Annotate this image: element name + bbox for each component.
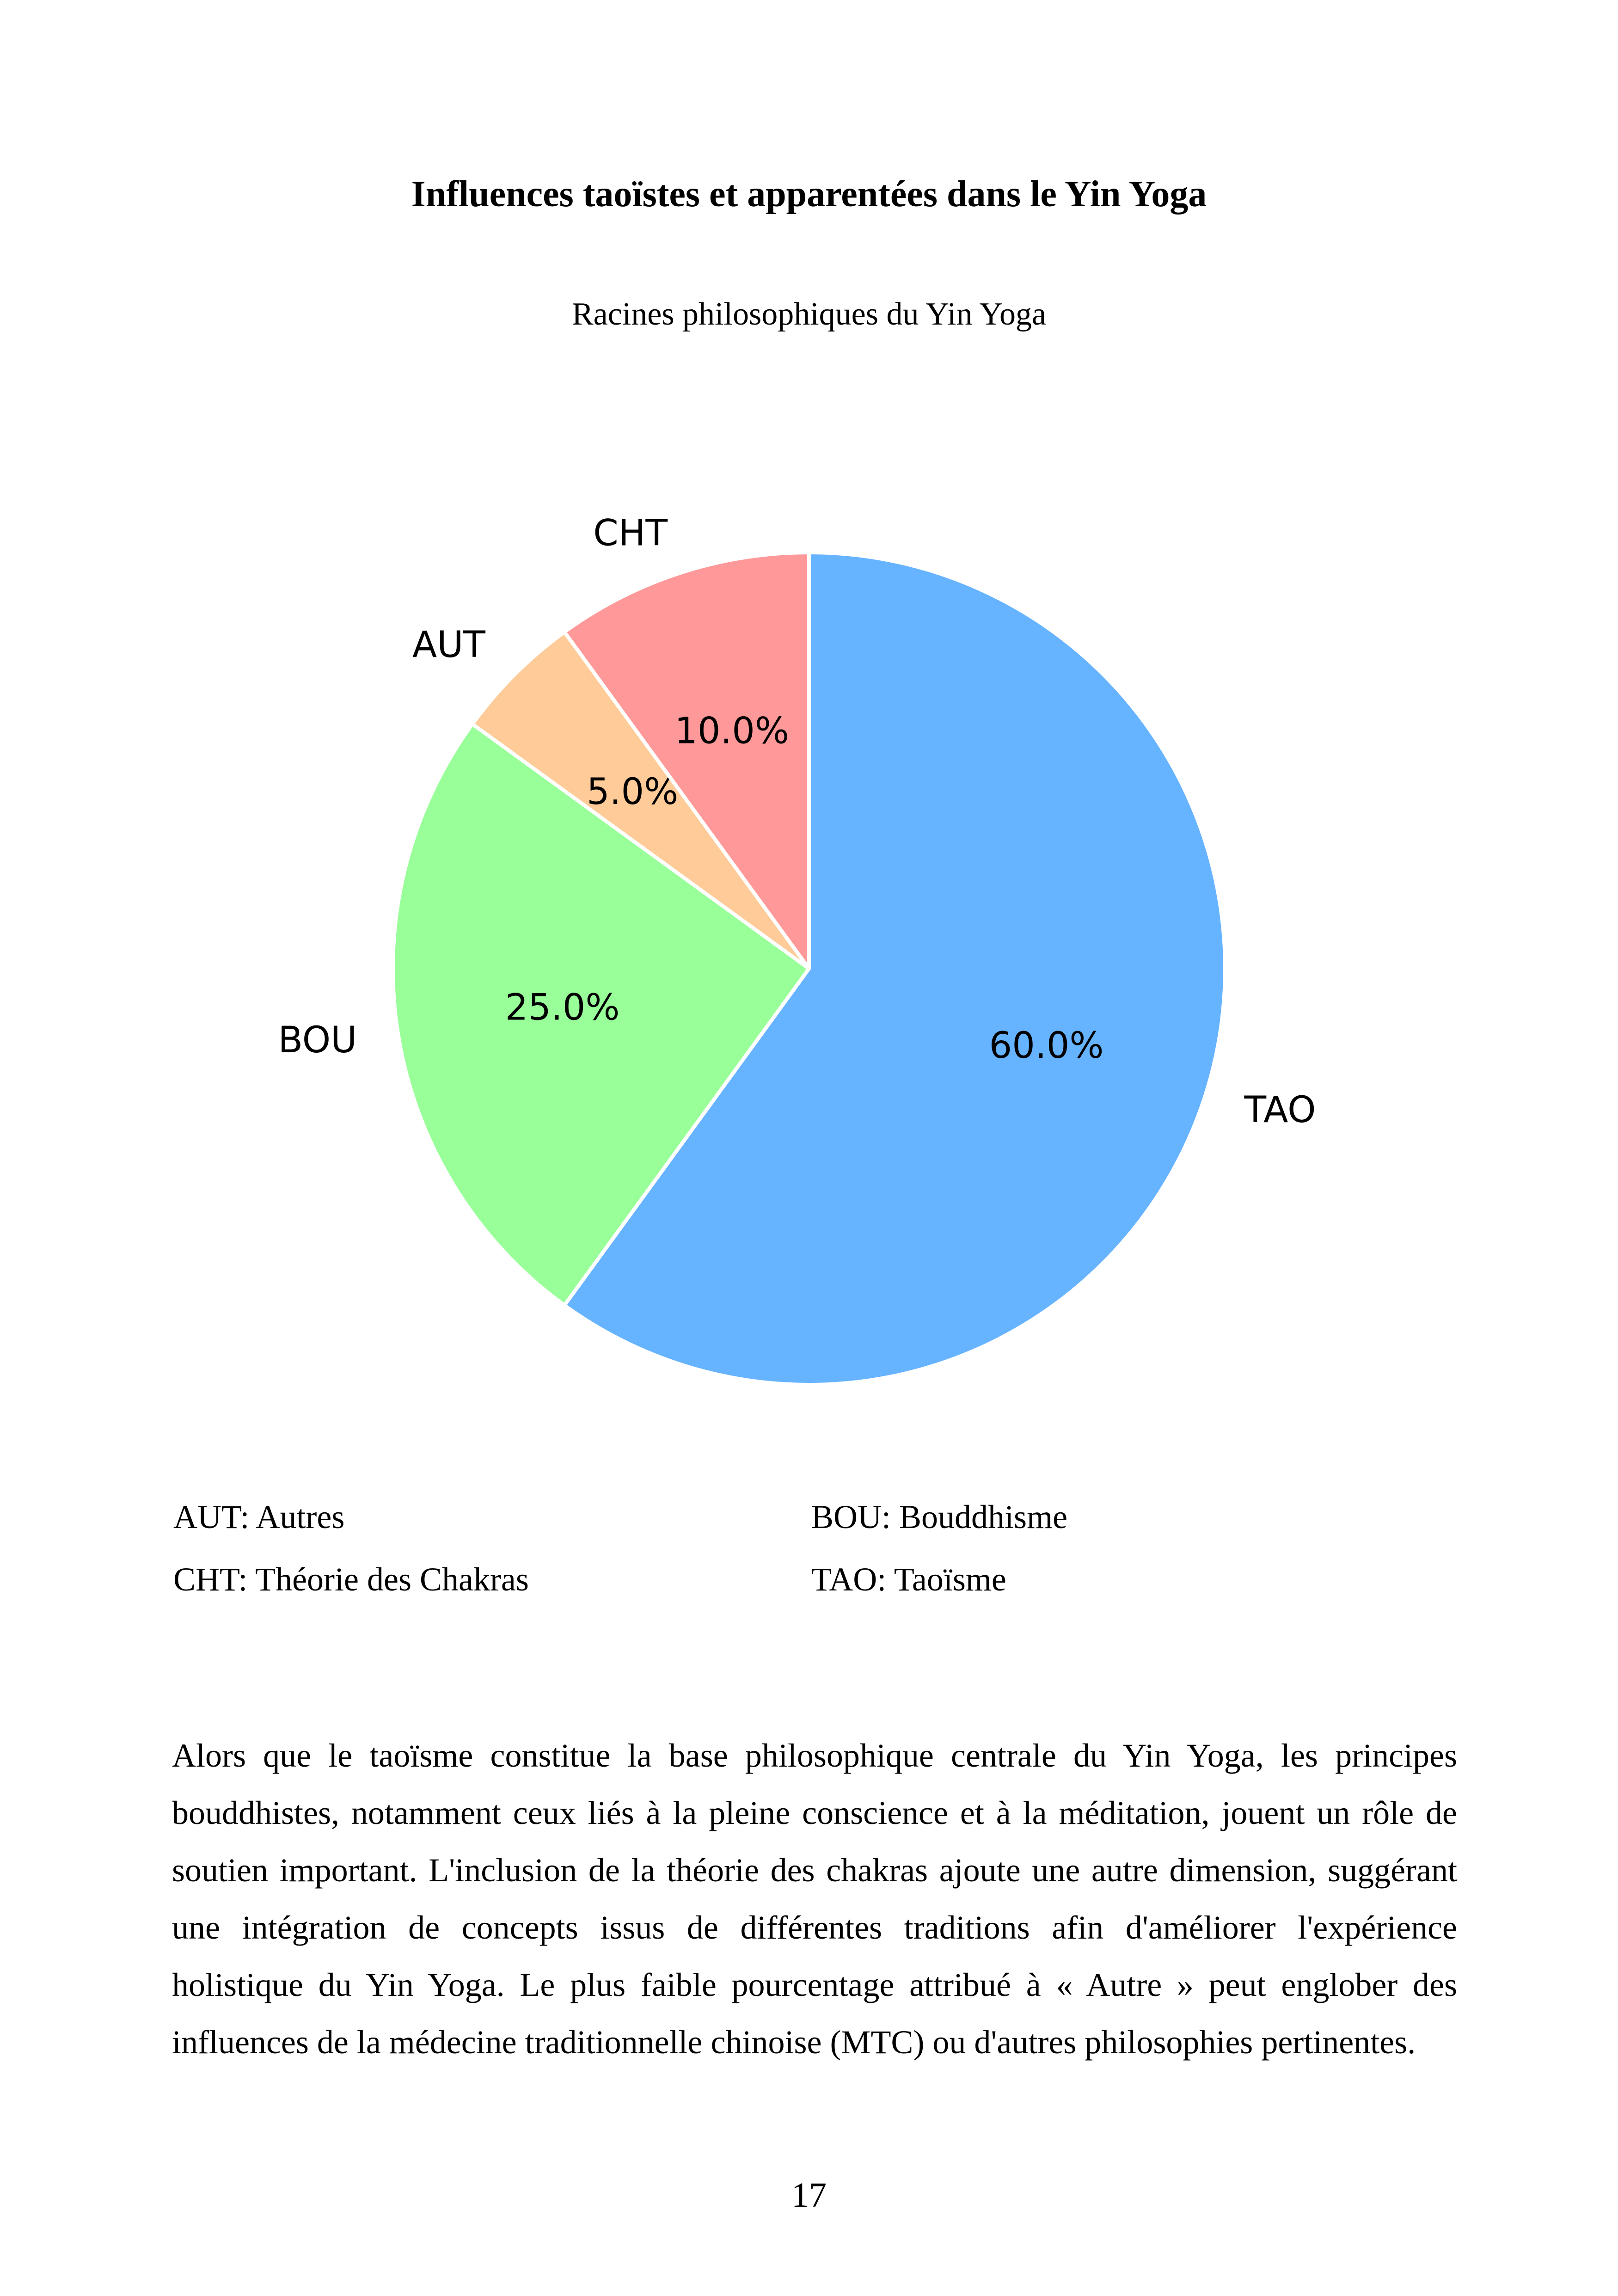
page-title: Influences taoïstes et apparentées dans le Yin Yoga [411,174,1207,215]
pie-percent-label-tao: 60.0% [989,1025,1104,1067]
pie-percent-label-aut: 5.0% [587,771,679,813]
pie-category-label-cht: CHT [593,512,668,554]
chart-title: Racines philosophiques du Yin Yoga [571,296,1047,332]
pie-category-label-bou: BOU [278,1019,357,1061]
pie-percent-label-bou: 25.0% [505,987,620,1029]
page-number: 17 [791,2176,827,2215]
pie-category-label-tao: TAO [1244,1089,1316,1131]
pie-category-label-aut: AUT [412,624,485,666]
legend-item-cht: CHT: Théorie des Chakras [173,1561,529,1598]
legend-item-aut: AUT: Autres [173,1498,345,1535]
legend-item-bou: BOU: Bouddhisme [811,1498,1068,1535]
legend-item-tao: TAO: Taoïsme [811,1561,1006,1598]
pie-percent-label-cht: 10.0% [674,710,790,752]
body-paragraph: Alors que le taoïsme constitue la base philosophique centrale du Yin Yoga, les principes bouddhistes, notamment ceux liés à la pleine conscience et à la méditation, jouent un rôle de soutien important. L'inclusion de la théorie des chakras ajoute une autre dimension, suggérant une intégration de concepts issus de différentes traditions afin d'améliorer l'expérience holistique du Yin Yoga. Le plus faible pourcentage attribué à « Autre » peut englober des influences de la médecine traditionnelle chinoise (MTC) ou d'autres philosophies pertinentes. [172,1737,1457,2061]
